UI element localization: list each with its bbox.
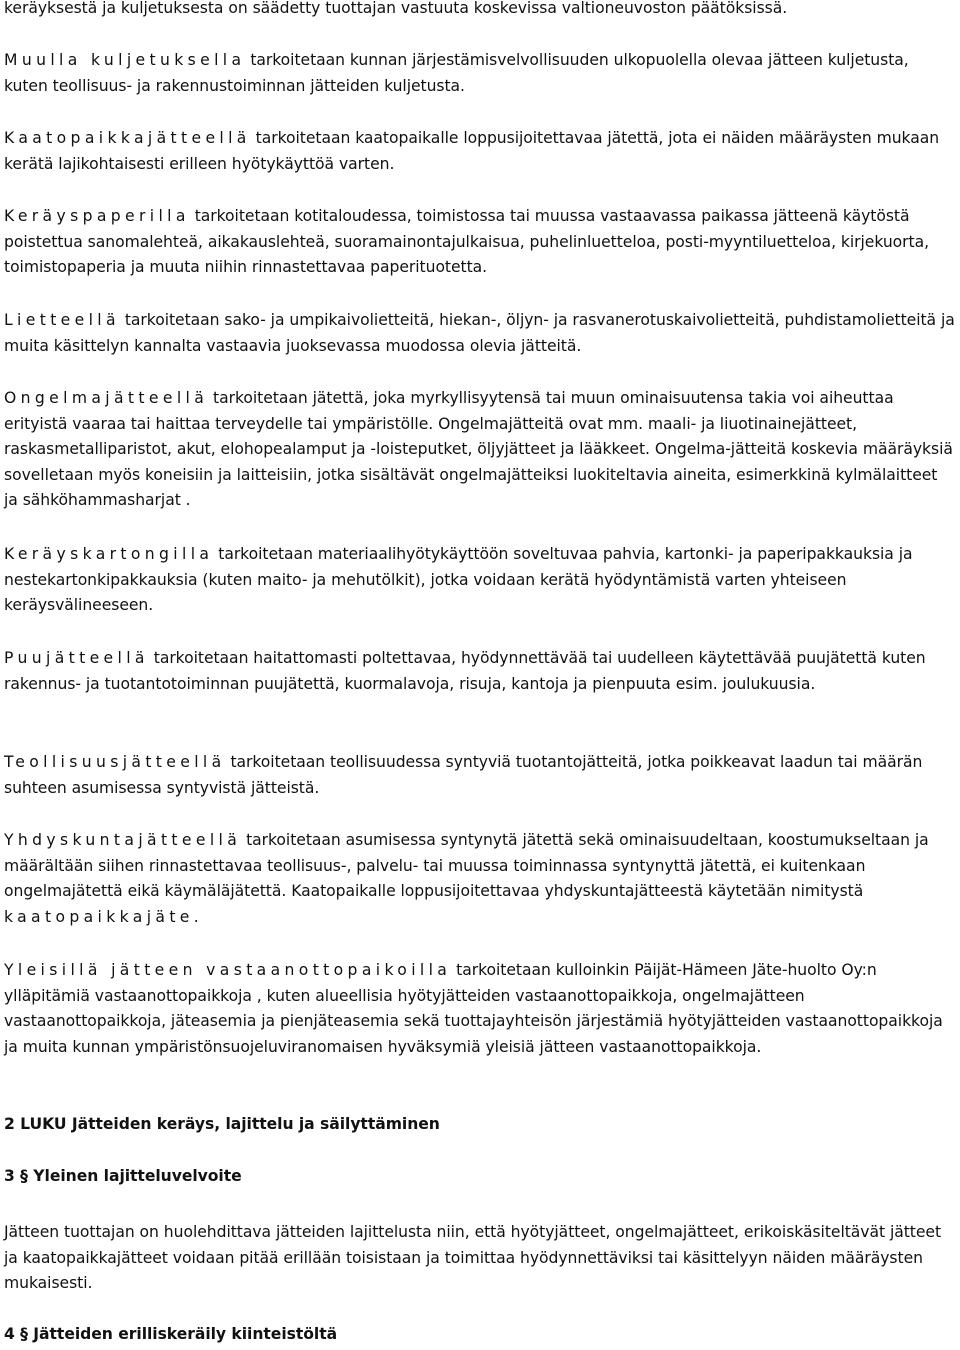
definition-text: tarkoitetaan kaatopaikalle loppusijoitettavaa jätettä, jota ei näiden määräysten mukaan kerätä lajikohtaisesti erilleen hyötykäyttöä varten. [4, 129, 940, 173]
definition-text: tarkoitetaan materiaalihyötykäyttöön soveltuvaa pahvia, kartonki- ja paperipakkauksia ja nestekartonkipakkauksia (kuten maito- ja mehutölkit), jotka voidaan kerätä hyödyntämistä varten yhteiseen keräysvälineeseen. [4, 545, 913, 614]
defined-term: Ongelmajätteellä [4, 389, 209, 407]
definition-yhdyskuntajate [4, 828, 956, 930]
defined-term: Yleisillä jätteen vastaanottopaikoilla [4, 961, 452, 979]
definition-muu-kuljetus [4, 48, 956, 99]
definition-keryskartonki [4, 542, 956, 619]
defined-term: Muulla kuljetuksella [4, 51, 246, 69]
definition-text: tarkoitetaan asumisessa syntynytä jätettä sekä ominaisuudeltaan, koostumukseltaan ja määrältään siihen rinnastettavaa teollisuus-, palvelu- tai muussa toiminnassa syntynyttä jätettä, ei kuitenkaan ongelmajätettä eikä käymäläjätettä. Kaatopaikalle loppusijoitettavaa yhdyskuntajätteestä käytetään nimitystä [4, 831, 929, 900]
defined-term: Yhdyskuntajätteellä [4, 831, 242, 849]
defined-term: Keräyspaperilla [4, 207, 190, 225]
definition-text: tarkoitetaan sako- ja umpikaivolietteitä, hiekan-, öljyn- ja rasvanerotuskaivolietteitä, puhdistamolietteitä ja muita käsittelyn kannalta vastaavia juoksevassa muodossa olevia jätteitä. [4, 311, 955, 355]
definition-text: tarkoitetaan teollisuudessa syntyviä tuotantojätteitä, jotka poikkeavat laadun tai määrän suhteen asumisessa syntyvistä jätteistä. [4, 753, 923, 797]
defined-term: Kaatopaikkajätteellä [4, 129, 251, 147]
defined-term: Keräyskartongilla [4, 545, 214, 563]
paragraph-text: keräyksestä ja kuljetuksesta on säädetty tuottajan vastuuta koskevissa valtioneuvoston päätöksissä. [4, 0, 788, 17]
definition-text: tarkoitetaan kunnan järjestämisvelvollisuuden ulkopuolella olevaa jätteen kuljetusta, kuten teollisuus- ja rakennustoiminnan jätteiden kuljetusta. [4, 51, 909, 95]
definition-text: tarkoitetaan jätettä, joka myrkyllisyytensä tai muun ominaisuutensa takia voi aiheuttaa erityistä vaaraa tai haittaa terveydelle tai ympäristölle. Ongelmajätteitä ovat mm. maali- ja liuotinainejätteet, raskasmetalliparistot, akut, elohopealamput ja -loisteputket, öljyjätteet ja lääkkeet. Ongelma-jätteitä koskevia määräyksiä sovelletaan myös koneisiin ja laitteisiin, jotka sisältävät ongelmajätteiksi luokiteltavia aineita, esimerkkinä kylmälaitteet ja sähköhammasharjat . [4, 389, 953, 509]
definition-text: tarkoitetaan kulloinkin Päijät-Hämeen Jäte-huolto Oy:n ylläpitämiä vastaanottopaikkoja , kuten alueellisia hyötyjätteiden vastaanottopaikkoja, ongelmajätteen vastaanottopaikkoja, jäteasemia ja pienjäteasemia sekä tuottajayhteisön järjestämiä hyötyjätteiden vastaanottopaikkoja ja muita kunnan ympäristönsuojeluviranomaisen hyväksymiä yleisiä jätteen vastaanottopaikkoja. [4, 961, 943, 1056]
definition-yleiset-vastaanottopaikat [4, 958, 956, 1060]
paragraph-intro-continuation [4, 0, 956, 22]
defined-term: Teollisuusjätteellä [4, 753, 226, 771]
paragraph-text: Jätteen tuottajan on huolehdittava jätteiden lajittelusta niin, että hyötyjätteet, ongelmajätteet, erikoiskäsiteltävät jätteet ja kaatopaikkajätteet voidaan pitää erillään toisistaan ja toimittaa hyödynnettäviksi tai käsittelyyn näiden määräysten mukaisesti. [4, 1223, 942, 1292]
definition-text: tarkoitetaan haitattomasti poltettavaa, hyödynnettävää tai uudelleen käytettävää puujätettä kuten rakennus- ja tuotantotoiminnan puujätettä, kuormalavoja, risuja, kantoja ja pienpuuta esim. joulukuusia. [4, 649, 926, 693]
section-heading-4: 4 § Jätteiden erilliskeräily kiinteistöltä [4, 1325, 338, 1343]
definition-puujate [4, 646, 956, 697]
definition-liete [4, 308, 956, 359]
defined-term: Puujätteellä [4, 649, 149, 667]
definition-kaatopaikkajate [4, 126, 956, 177]
paragraph-lajitteluvelvoite [4, 1220, 956, 1297]
definition-keryspaperi [4, 204, 956, 281]
section-heading-3: 3 § Yleinen lajitteluvelvoite [4, 1167, 242, 1185]
definition-ongelmajate [4, 386, 956, 514]
defined-term-secondary: kaatopaikkajäte. [4, 907, 204, 926]
chapter-heading: 2 LUKU Jätteiden keräys, lajittelu ja säilyttäminen [4, 1115, 440, 1133]
defined-term: Lietteellä [4, 311, 120, 329]
definition-text: tarkoitetaan kotitaloudessa, toimistossa tai muussa vastaavassa paikassa jätteenä käytöstä poistettua sanomalehteä, aikakauslehteä, suoramainontajulkaisua, puhelinluetteloa, posti-myyntiluetteloa, kirjekuorta, toimistopaperia ja muuta niihin rinnastettavaa paperituotetta. [4, 207, 929, 276]
definition-teollisuusjate [4, 750, 956, 801]
